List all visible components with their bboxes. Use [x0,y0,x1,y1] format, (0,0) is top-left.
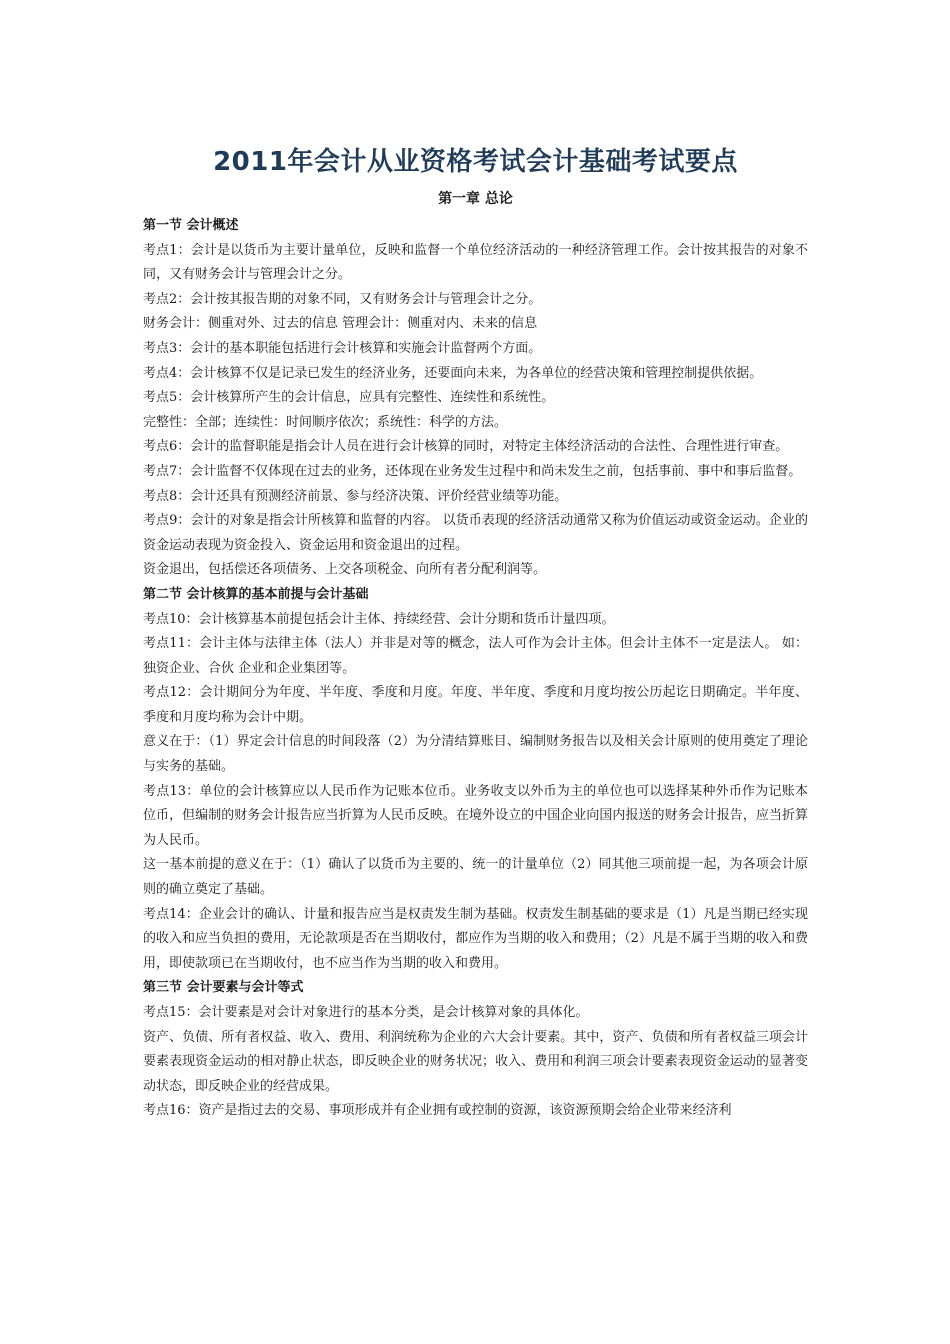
paragraph: 考点2：会计按其报告期的对象不同，又有财务会计与管理会计之分。 [143,291,542,307]
section-2 [143,583,808,977]
paragraph: 考点15：会计要素是对会计对象进行的基本分类，是会计核算对象的具体化。 [143,1005,589,1020]
paragraph: 考点5：会计核算所产生的会计信息，应具有完整性、连续性和系统性。 [143,390,555,406]
paragraph: 考点10：会计核算基本前提包括会计主体、持续经营、会计分期和货币计量四项。 [143,611,615,627]
paragraph: 考点3：会计的基本职能包括进行会计核算和实施会计监督两个方面。 [143,340,542,356]
paragraph: 考点9：会计的对象是指会计所核算和监督的内容。 以货币表现的经济活动通常又称为价值运动或资金运动。企业的资金运动表现为资金投入、资金运用和资金退出的过程。 [143,513,808,553]
document-page [143,138,808,1124]
paragraph: 财务会计：侧重对外、过去的信息 管理会计：侧重对内、未来的信息 [143,316,538,332]
paragraph: 这一基本前提的意义在于：（1）确认了以货币为主要的、统一的计量单位（2）同其他三项前提一起，为各项会计原则的确立奠定了基础。 [143,857,808,898]
paragraph: 考点7：会计监督不仅体现在过去的业务，还体现在业务发生过程中和尚未发生之前，包括事前、事中和事后监督。 [143,463,802,479]
paragraph: 考点16：资产是指过去的交易、事项形成并有企业拥有或控制的资源，该资源预期会给企业带来经济利 [143,1103,732,1119]
paragraph: 考点8：会计还具有预测经济前景、参与经济决策、评价经营业绩等功能。 [143,488,568,504]
paragraph: 考点13：单位的会计核算应以人民币作为记账本位币。业务收支以外币为主的单位也可以选择某种外币作为记账本位币，但编制的财务会计报告应当折算为人民币反映。在境外设立的中国企业向国内报送的财务会计报告，应当折算为人民币。 [143,783,808,848]
section-heading: 第二节 会计核算的基本前提与会计基础 [143,586,369,602]
paragraph: 资产、负债、所有者权益、收入、费用、利润统称为企业的六大会计要素。其中，资产、负债和所有者权益三项会计要素表现资金运动的相对静止状态，即反映企业的财务状况；收入、费用和利润三项会计要素表现资金运动的显著变动状态，即反映企业的经营成果。 [143,1029,808,1094]
section-heading: 第一节 会计概述 [143,218,239,233]
document-title: 2011年会计从业资格考试会计基础考试要点 [213,147,738,177]
paragraph: 考点4：会计核算不仅是记录已发生的经济业务，还要面向未来，为各单位的经营决策和管理控制提供依据。 [143,365,763,381]
section-3 [143,976,808,1124]
paragraph: 意义在于：（1）界定会计信息的时间段落（2）为分清结算账目、编制财务报告以及相关会计原则的使用奠定了理论与实务的基础。 [143,734,808,775]
chapter-title: 第一章 总论 [438,191,513,207]
paragraph: 完整性：全部；连续性：时间顺序依次；系统性：科学的方法。 [143,414,508,430]
paragraph: 考点11：会计主体与法律主体（法人）并非是对等的概念，法人可作为会计主体。但会计主体不一定是法人。 如：独资企业、合伙 企业和企业集团等。 [143,636,808,676]
paragraph: 考点6：会计的监督职能是指会计人员在进行会计核算的同时，对特定主体经济活动的合法性、合理性进行审查。 [143,439,789,455]
paragraph: 考点1：会计是以货币为主要计量单位，反映和监督一个单位经济活动的一种经济管理工作。会计按其报告的对象不同，又有财务会计与管理会计之分。 [143,242,808,283]
section-heading: 第三节 会计要素与会计等式 [143,980,304,996]
paragraph: 考点14：企业会计的确认、计量和报告应当是权责发生制为基础。权责发生制基础的要求是（1）凡是当期已经实现的收入和应当负担的费用，无论款项是否在当期收付，都应作为当期的收入和费用；（2）凡是不属于当期的收入和费用，即使款项已在当期收付，也不应当作为当期的收入和费用。 [143,906,808,971]
paragraph: 资金退出，包括偿还各项债务、上交各项税金、向所有者分配利润等。 [143,562,547,578]
section-1 [143,214,808,583]
paragraph: 考点12：会计期间分为年度、半年度、季度和月度。年度、半年度、季度和月度均按公历起讫日期确定。半年度、季度和月度均称为会计中期。 [143,685,808,725]
